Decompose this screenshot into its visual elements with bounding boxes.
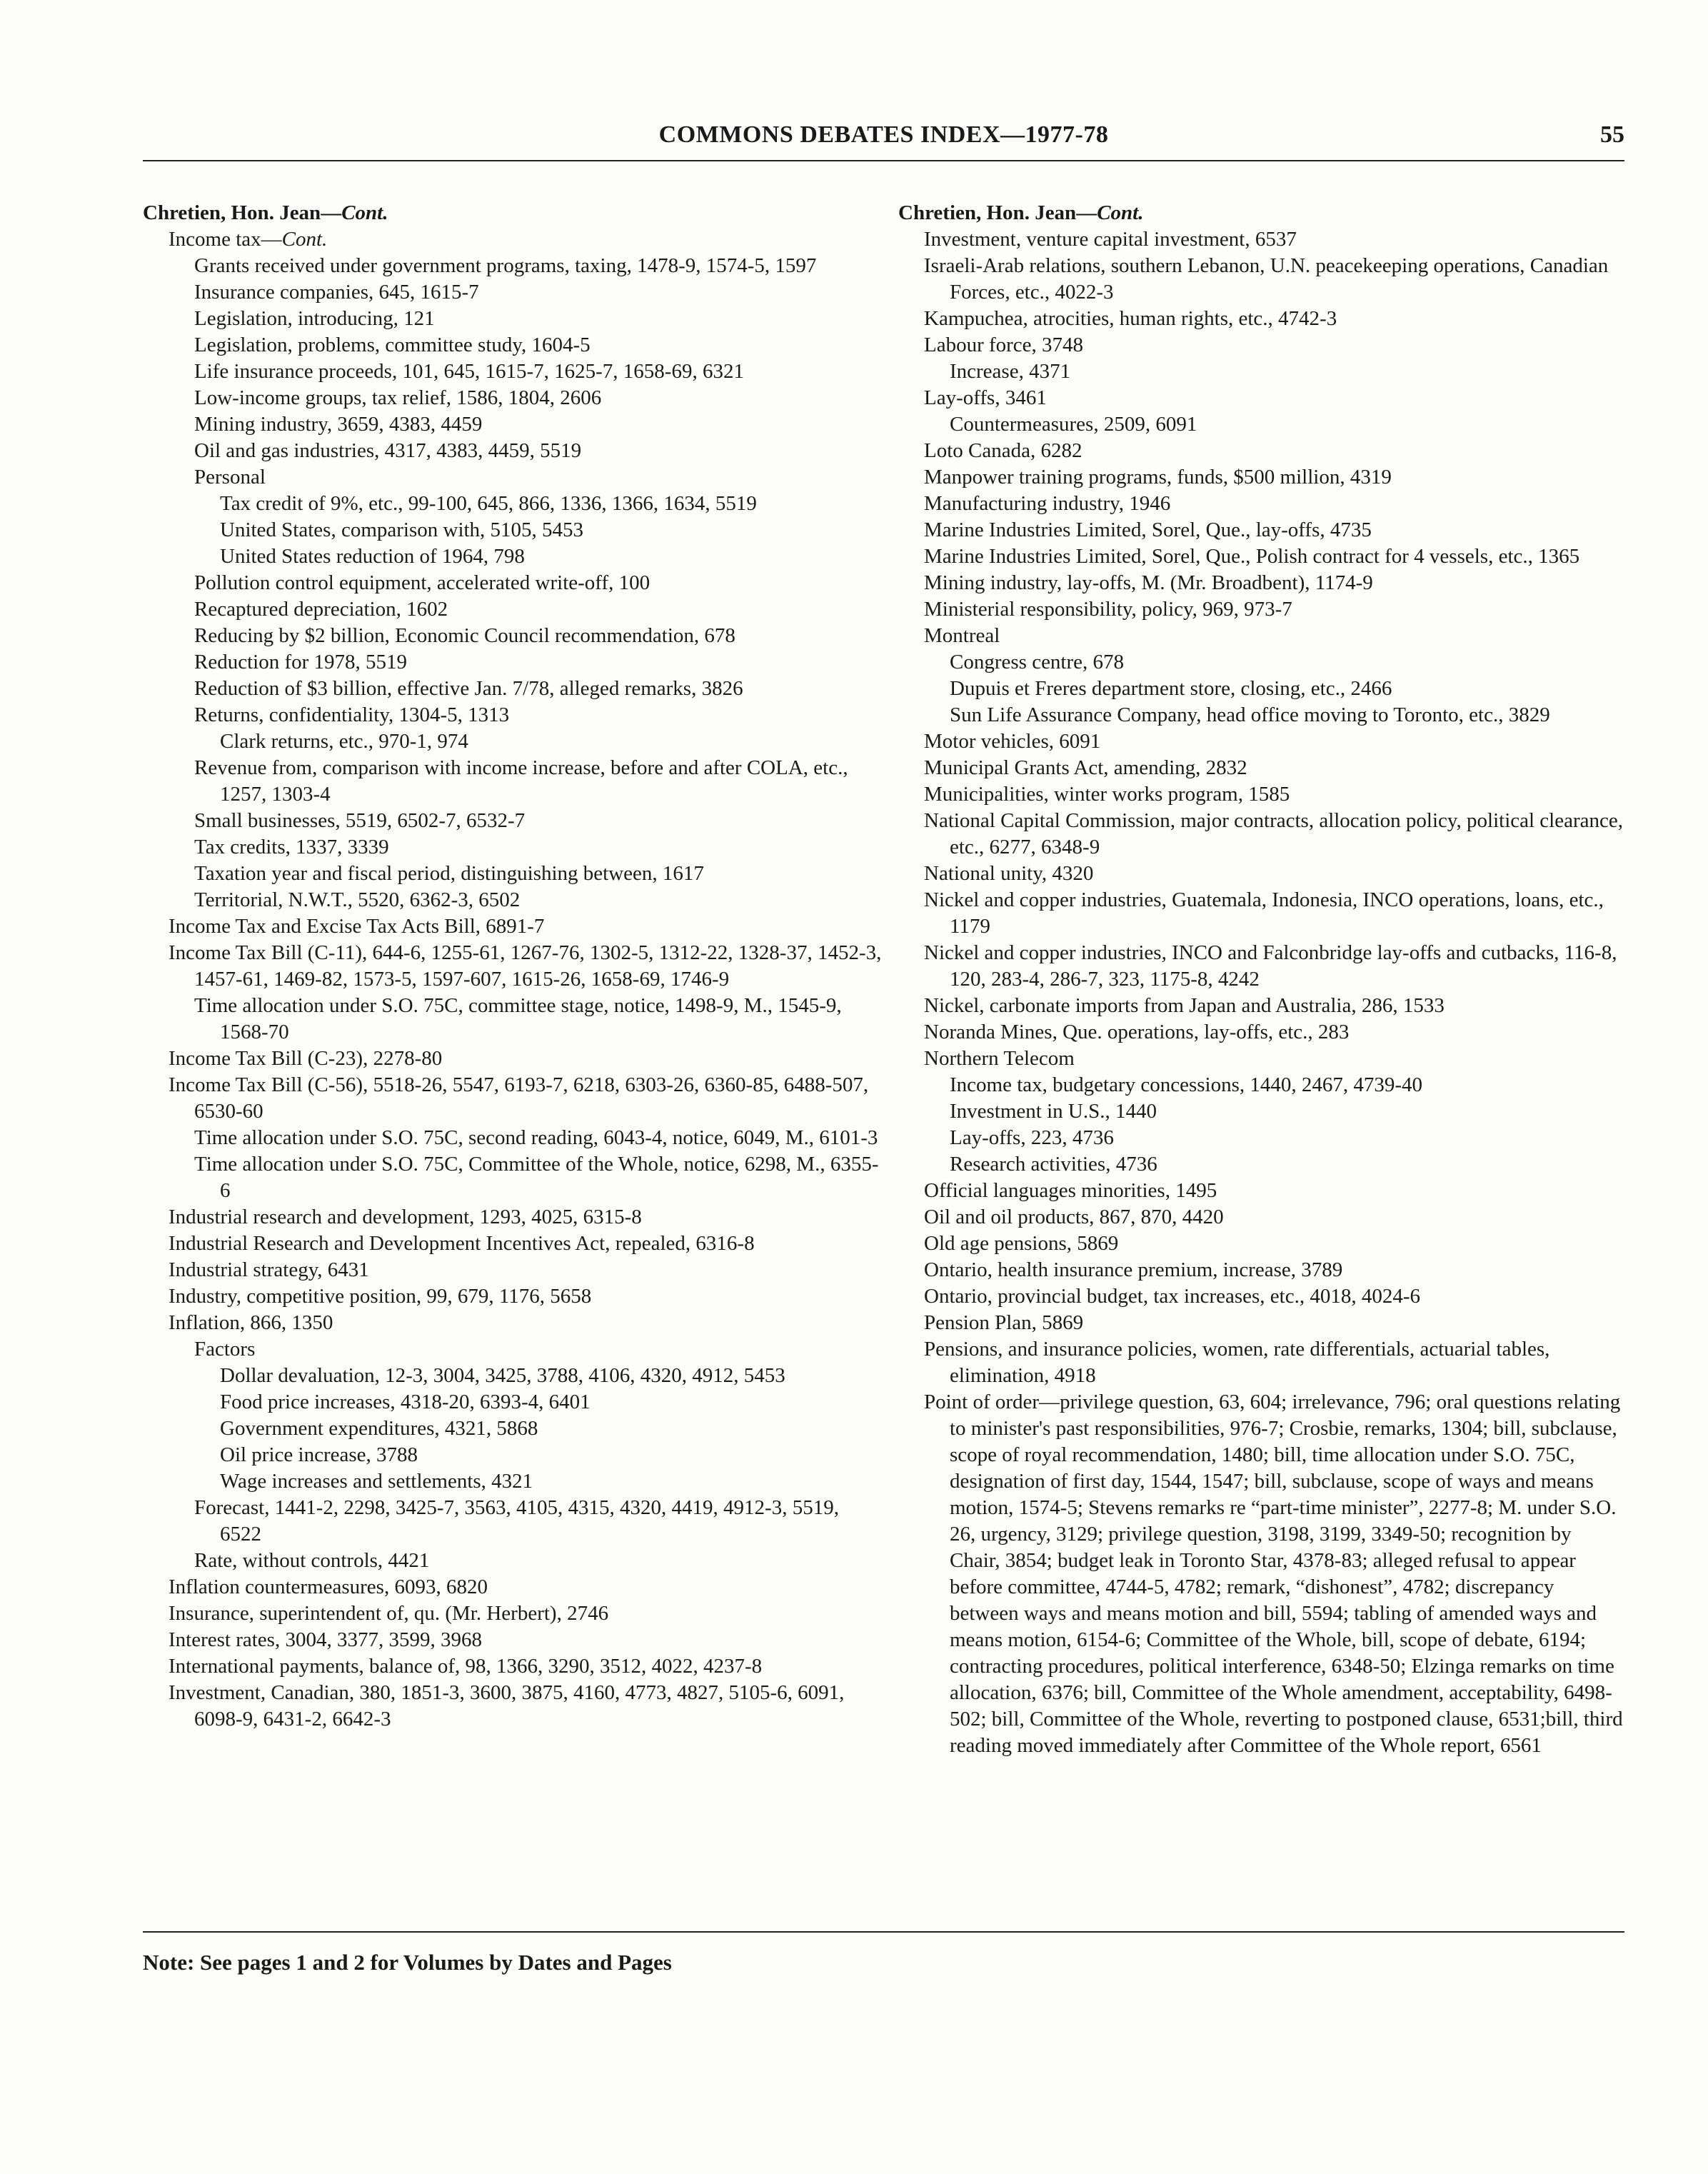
index-entry bbox=[898, 544, 1627, 570]
index-entry-cont: Cont. bbox=[281, 228, 328, 251]
index-entry bbox=[143, 1627, 885, 1653]
index-entry bbox=[898, 728, 1627, 755]
index-entry bbox=[898, 332, 1627, 359]
index-entry-text: Forecast, 1441-2, 2298, 3425-7, 3563, 4105, 4315, 4320, 4419, 4912-3, 5519, 6522 bbox=[194, 1496, 839, 1546]
index-entry bbox=[143, 279, 885, 306]
index-entry bbox=[143, 1231, 885, 1257]
index-entry bbox=[898, 359, 1627, 385]
index-entry bbox=[143, 913, 885, 940]
index-entry-text: Personal bbox=[194, 466, 266, 489]
index-entry bbox=[143, 1495, 885, 1548]
index-entry-text: Territorial, N.W.T., 5520, 6362-3, 6502 bbox=[194, 888, 521, 911]
index-entry bbox=[143, 887, 885, 913]
index-entry bbox=[898, 438, 1627, 464]
index-entry bbox=[143, 1574, 885, 1601]
index-entry-text: Inflation countermeasures, 6093, 6820 bbox=[169, 1576, 488, 1598]
index-entry-text: Industrial Research and Development Incentives Act, repealed, 6316-8 bbox=[169, 1232, 755, 1255]
index-entry-text: Oil and gas industries, 4317, 4383, 4459, 5519 bbox=[194, 439, 582, 462]
index-entry bbox=[143, 1310, 885, 1336]
index-entry bbox=[898, 464, 1627, 491]
index-entry-text: International payments, balance of, 98, 1366, 3290, 3512, 4022, 4237-8 bbox=[169, 1655, 763, 1678]
index-entry-text: Insurance, superintendent of, qu. (Mr. Herbert), 2746 bbox=[169, 1602, 609, 1625]
index-entry-text: Old age pensions, 5869 bbox=[924, 1232, 1119, 1255]
index-entry-text: National Capital Commission, major contracts, allocation policy, political clearance, etc., 6277, 6348-9 bbox=[924, 809, 1623, 858]
index-entry bbox=[898, 1310, 1627, 1336]
index-entry bbox=[143, 464, 885, 491]
index-entry bbox=[143, 1072, 885, 1125]
index-entry-text: Israeli-Arab relations, southern Lebanon, U.N. peacekeeping operations, Canadian Forces, etc., 4022-3 bbox=[924, 254, 1609, 304]
index-entry-text: Returns, confidentiality, 1304-5, 1313 bbox=[194, 703, 510, 726]
index-entry bbox=[898, 1072, 1627, 1098]
index-entry bbox=[143, 1283, 885, 1310]
index-entry-text: Taxation year and fiscal period, distinguishing between, 1617 bbox=[194, 862, 704, 885]
index-entry-text: Mining industry, lay-offs, M. (Mr. Broadbent), 1174-9 bbox=[924, 571, 1373, 594]
index-entry-text: Kampuchea, atrocities, human rights, etc., 4742-3 bbox=[924, 307, 1337, 330]
index-entry-text: Inflation, 866, 1350 bbox=[169, 1311, 333, 1334]
index-entry bbox=[143, 596, 885, 623]
index-entry bbox=[143, 834, 885, 861]
index-entry-text: Tax credits, 1337, 3339 bbox=[194, 836, 389, 858]
index-entry-text: Ontario, provincial budget, tax increases, etc., 4018, 4024-6 bbox=[924, 1285, 1420, 1308]
index-entry-text: Insurance companies, 645, 1615-7 bbox=[194, 281, 479, 304]
index-entry-text: Countermeasures, 2509, 6091 bbox=[950, 413, 1197, 436]
index-entry bbox=[143, 676, 885, 702]
index-entry-text: Time allocation under S.O. 75C, second reading, 6043-4, notice, 6049, M., 6101-3 bbox=[194, 1126, 878, 1149]
index-entry bbox=[898, 993, 1627, 1019]
index-entry-text: Noranda Mines, Que. operations, lay-offs, etc., 283 bbox=[924, 1021, 1350, 1043]
index-entry-text: Income Tax Bill (C-56), 5518-26, 5547, 6193-7, 6218, 6303-26, 6360-85, 6488-507, 6530-60 bbox=[169, 1073, 869, 1123]
index-entry bbox=[143, 517, 885, 544]
index-entry bbox=[898, 1019, 1627, 1046]
index-entry bbox=[898, 1151, 1627, 1178]
page-number: 55 bbox=[1600, 121, 1624, 148]
index-entry-text: Northern Telecom bbox=[924, 1047, 1075, 1070]
index-entry-text: Income tax— bbox=[169, 228, 282, 251]
index-entry bbox=[143, 940, 885, 993]
index-entry-text: Lay-offs, 223, 4736 bbox=[950, 1126, 1114, 1149]
index-entry bbox=[143, 1468, 885, 1495]
index-entry-text: Industrial research and development, 1293, 4025, 6315-8 bbox=[169, 1206, 642, 1228]
index-entry-text: Ontario, health insurance premium, increase, 3789 bbox=[924, 1258, 1343, 1281]
index-entry-text: Reducing by $2 billion, Economic Council recommendation, 678 bbox=[194, 624, 735, 647]
index-entry-text: Factors bbox=[194, 1338, 256, 1361]
right-column-heading bbox=[898, 200, 1627, 226]
index-entry bbox=[898, 1389, 1627, 1759]
index-entry bbox=[898, 755, 1627, 781]
index-entry-text: Income Tax Bill (C-11), 644-6, 1255-61, 1267-76, 1302-5, 1312-22, 1328-37, 1452-3, 1457-61, 1469-82, 1573-5, 1597-607, 1615-26, 1658-69, 1746-9 bbox=[169, 941, 882, 991]
index-entry bbox=[143, 1416, 885, 1442]
index-entry-text: Congress centre, 678 bbox=[950, 651, 1125, 673]
index-entry bbox=[898, 1178, 1627, 1204]
index-entry bbox=[898, 702, 1627, 728]
index-entry bbox=[898, 676, 1627, 702]
index-entry-text: Oil and oil products, 867, 870, 4420 bbox=[924, 1206, 1224, 1228]
index-entry-text: Motor vehicles, 6091 bbox=[924, 730, 1101, 753]
index-entry bbox=[143, 649, 885, 676]
index-entry bbox=[898, 1336, 1627, 1389]
index-entry-text: Income Tax Bill (C-23), 2278-80 bbox=[169, 1047, 443, 1070]
index-entry bbox=[898, 623, 1627, 649]
index-entry-text: Legislation, introducing, 121 bbox=[194, 307, 435, 330]
index-entry-text: Nickel and copper industries, INCO and Falconbridge lay-offs and cutbacks, 116-8, 120, 283-4, 286-7, 323, 1175-8, 4242 bbox=[924, 941, 1617, 991]
index-entry-text: Investment, venture capital investment, 6537 bbox=[924, 228, 1297, 251]
index-entry bbox=[898, 1098, 1627, 1125]
index-entry bbox=[898, 306, 1627, 332]
index-entry bbox=[143, 1653, 885, 1680]
index-entry bbox=[143, 755, 885, 808]
index-entry bbox=[898, 570, 1627, 596]
index-entry-text: Municipalities, winter works program, 1585 bbox=[924, 783, 1290, 806]
index-entry-text: Tax credit of 9%, etc., 99-100, 645, 866, 1336, 1366, 1634, 5519 bbox=[220, 492, 757, 515]
index-entry-text: Pension Plan, 5869 bbox=[924, 1311, 1084, 1334]
heading-name: Chretien, Hon. Jean— bbox=[898, 201, 1097, 224]
index-entry bbox=[898, 1046, 1627, 1072]
index-entry-text: Income Tax and Excise Tax Acts Bill, 6891-7 bbox=[169, 915, 545, 938]
index-entry-text: Grants received under government programs, taxing, 1478-9, 1574-5, 1597 bbox=[194, 254, 817, 277]
heading-cont: Cont. bbox=[341, 201, 388, 224]
index-entry bbox=[143, 1442, 885, 1468]
index-entry bbox=[143, 1680, 885, 1733]
index-entry bbox=[898, 887, 1627, 940]
index-entry-text: Time allocation under S.O. 75C, Committee of the Whole, notice, 6298, M., 6355-6 bbox=[194, 1153, 879, 1202]
index-entry bbox=[143, 332, 885, 359]
index-entry-text: Interest rates, 3004, 3377, 3599, 3968 bbox=[169, 1628, 482, 1651]
index-entry-text: Legislation, problems, committee study, 1604-5 bbox=[194, 334, 591, 356]
index-entry-text: Nickel and copper industries, Guatemala, Indonesia, INCO operations, loans, etc., 1179 bbox=[924, 888, 1604, 938]
index-entry-text: Point of order—privilege question, 63, 604; irrelevance, 796; oral questions relating to minister's past responsibilities, 976-7; Crosbie, remarks, 1304; bill, subclause, scope of royal recommendation, 1480; bill, time allocation under S.O. 75C, designation of first day, 1544, 1547; bill, subclause, scope of ways and means motion, 1574-5; Stevens remarks re “part-time minister”, 2277-8; M. under S.O. 26, urgency, 3129; privilege question, 3198, 3199, 3349-50; recognition by Chair, 3854; budget leak in Toronto Star, 4378-83; alleged refusal to appear before committee, 4744-5, 4782; remark, “dishonest”, 4782; discrepancy between ways and means motion and bill, 5594; tabling of amended ways and means motion, 6154-6; Committee of the Whole, bill, scope of debate, 6194; contracting procedures, political interference, 6348-50; Elzinga remarks on time allocation, 6376; bill, Committee of the Whole amendment, acceptability, 6498-502; bill, Committee of the Whole, reverting to postponed clause, 6531;bill, third reading moved immediately after Committee of the Whole report, 6561 bbox=[924, 1391, 1623, 1757]
index-entry bbox=[143, 1548, 885, 1574]
index-entry bbox=[143, 1046, 885, 1072]
index-entry bbox=[143, 253, 885, 279]
index-entry bbox=[143, 623, 885, 649]
index-entry bbox=[143, 1601, 885, 1627]
index-entry bbox=[898, 1231, 1627, 1257]
index-entry bbox=[898, 411, 1627, 438]
index-entry bbox=[898, 1125, 1627, 1151]
index-entry-text: Life insurance proceeds, 101, 645, 1615-7, 1625-7, 1658-69, 6321 bbox=[194, 360, 744, 383]
index-entry-text: Industrial strategy, 6431 bbox=[169, 1258, 369, 1281]
index-entry bbox=[143, 993, 885, 1046]
footer-note: Note: See pages 1 and 2 for Volumes by Dates and Pages bbox=[143, 1950, 672, 1975]
index-entry bbox=[143, 1363, 885, 1389]
index-entry bbox=[898, 1283, 1627, 1310]
running-title: COMMONS DEBATES INDEX—1977-78 bbox=[658, 121, 1109, 148]
index-entry-text: Reduction of $3 billion, effective Jan. 7/78, alleged remarks, 3826 bbox=[194, 677, 743, 700]
index-entry bbox=[143, 306, 885, 332]
index-entry bbox=[898, 1204, 1627, 1231]
index-entry bbox=[898, 385, 1627, 411]
heading-cont: Cont. bbox=[1097, 201, 1144, 224]
index-entry-text: Low-income groups, tax relief, 1586, 1804, 2606 bbox=[194, 386, 602, 409]
index-entry-text: Manufacturing industry, 1946 bbox=[924, 492, 1171, 515]
index-entry bbox=[143, 1204, 885, 1231]
index-entry-text: Dollar devaluation, 12-3, 3004, 3425, 3788, 4106, 4320, 4912, 5453 bbox=[220, 1364, 785, 1387]
index-entry bbox=[898, 781, 1627, 808]
index-entry-text: Official languages minorities, 1495 bbox=[924, 1179, 1217, 1202]
index-entry bbox=[143, 226, 885, 253]
index-entry bbox=[898, 517, 1627, 544]
right-column bbox=[898, 200, 1627, 1759]
index-entry bbox=[898, 253, 1627, 306]
index-entry-text: Wage increases and settlements, 4321 bbox=[220, 1470, 533, 1493]
index-entry bbox=[143, 861, 885, 887]
index-entry-text: National unity, 4320 bbox=[924, 862, 1094, 885]
index-entry bbox=[898, 808, 1627, 861]
left-column-heading bbox=[143, 200, 885, 226]
index-entry-text: Labour force, 3748 bbox=[924, 334, 1084, 356]
index-entry-text: Dupuis et Freres department store, closing, etc., 2466 bbox=[950, 677, 1392, 700]
index-entry bbox=[143, 808, 885, 834]
index-entry-text: Clark returns, etc., 970-1, 974 bbox=[220, 730, 468, 753]
index-entry-text: Marine Industries Limited, Sorel, Que., Polish contract for 4 vessels, etc., 1365 bbox=[924, 545, 1580, 568]
index-entry-text: Montreal bbox=[924, 624, 1000, 647]
index-entry bbox=[898, 596, 1627, 623]
index-entry-text: Research activities, 4736 bbox=[950, 1153, 1157, 1176]
index-entry bbox=[898, 940, 1627, 993]
index-entry-text: Marine Industries Limited, Sorel, Que., lay-offs, 4735 bbox=[924, 519, 1372, 541]
index-entry bbox=[898, 226, 1627, 253]
index-entry bbox=[143, 491, 885, 517]
index-entry-text: Recaptured depreciation, 1602 bbox=[194, 598, 448, 621]
index-entry-text: Manpower training programs, funds, $500 million, 4319 bbox=[924, 466, 1392, 489]
index-entry-text: Income tax, budgetary concessions, 1440, 2467, 4739-40 bbox=[950, 1073, 1423, 1096]
index-entry bbox=[143, 385, 885, 411]
index-entry bbox=[898, 861, 1627, 887]
index-entry-text: Pensions, and insurance policies, women, rate differentials, actuarial tables, elimination, 4918 bbox=[924, 1338, 1550, 1387]
index-entry-text: Nickel, carbonate imports from Japan and Australia, 286, 1533 bbox=[924, 994, 1445, 1017]
index-entry-text: Small businesses, 5519, 6502-7, 6532-7 bbox=[194, 809, 526, 832]
footer-rule bbox=[143, 1931, 1624, 1933]
left-column bbox=[143, 200, 885, 1733]
index-entry-text: Lay-offs, 3461 bbox=[924, 386, 1047, 409]
index-entry-text: Ministerial responsibility, policy, 969, 973-7 bbox=[924, 598, 1292, 621]
index-entry bbox=[898, 649, 1627, 676]
page-header bbox=[143, 121, 1624, 161]
header-rule bbox=[143, 160, 1624, 161]
index-entry-text: Investment, Canadian, 380, 1851-3, 3600, 3875, 4160, 4773, 4827, 5105-6, 6091, 6098-9, 6431-2, 6642-3 bbox=[169, 1681, 845, 1730]
index-entry bbox=[143, 1125, 885, 1151]
index-entry-text: Food price increases, 4318-20, 6393-4, 6401 bbox=[220, 1391, 591, 1413]
index-entry-text: Increase, 4371 bbox=[950, 360, 1071, 383]
index-entry-text: Reduction for 1978, 5519 bbox=[194, 651, 408, 673]
index-entry-text: Revenue from, comparison with income increase, before and after COLA, etc., 1257, 1303-4 bbox=[194, 756, 848, 806]
index-entry-text: Investment in U.S., 1440 bbox=[950, 1100, 1157, 1123]
index-entry bbox=[143, 1257, 885, 1283]
index-entry bbox=[898, 491, 1627, 517]
index-entry bbox=[143, 1151, 885, 1204]
index-entry bbox=[143, 438, 885, 464]
index-entry-text: United States reduction of 1964, 798 bbox=[220, 545, 525, 568]
index-entry bbox=[143, 1389, 885, 1416]
index-entry-text: Pollution control equipment, accelerated write-off, 100 bbox=[194, 571, 650, 594]
index-entry-text: Time allocation under S.O. 75C, committee stage, notice, 1498-9, M., 1545-9, 1568-70 bbox=[194, 994, 842, 1043]
left-entries bbox=[143, 226, 885, 1733]
index-entry bbox=[143, 359, 885, 385]
heading-name: Chretien, Hon. Jean— bbox=[143, 201, 342, 224]
index-entry bbox=[143, 570, 885, 596]
index-entry bbox=[143, 702, 885, 728]
index-entry-text: Industry, competitive position, 99, 679, 1176, 5658 bbox=[169, 1285, 592, 1308]
index-entry bbox=[143, 544, 885, 570]
index-entry bbox=[143, 728, 885, 755]
index-entry bbox=[143, 1336, 885, 1363]
index-entry bbox=[898, 1257, 1627, 1283]
index-entry bbox=[143, 411, 885, 438]
index-entry-text: Government expenditures, 4321, 5868 bbox=[220, 1417, 538, 1440]
index-entry-text: Rate, without controls, 4421 bbox=[194, 1549, 430, 1572]
index-entry-text: Sun Life Assurance Company, head office moving to Toronto, etc., 3829 bbox=[950, 703, 1550, 726]
index-entry-text: United States, comparison with, 5105, 5453 bbox=[220, 519, 584, 541]
index-entry-text: Mining industry, 3659, 4383, 4459 bbox=[194, 413, 483, 436]
index-entry-text: Oil price increase, 3788 bbox=[220, 1443, 418, 1466]
index-entry-text: Loto Canada, 6282 bbox=[924, 439, 1082, 462]
index-entry-text: Municipal Grants Act, amending, 2832 bbox=[924, 756, 1247, 779]
right-entries bbox=[898, 226, 1627, 1759]
